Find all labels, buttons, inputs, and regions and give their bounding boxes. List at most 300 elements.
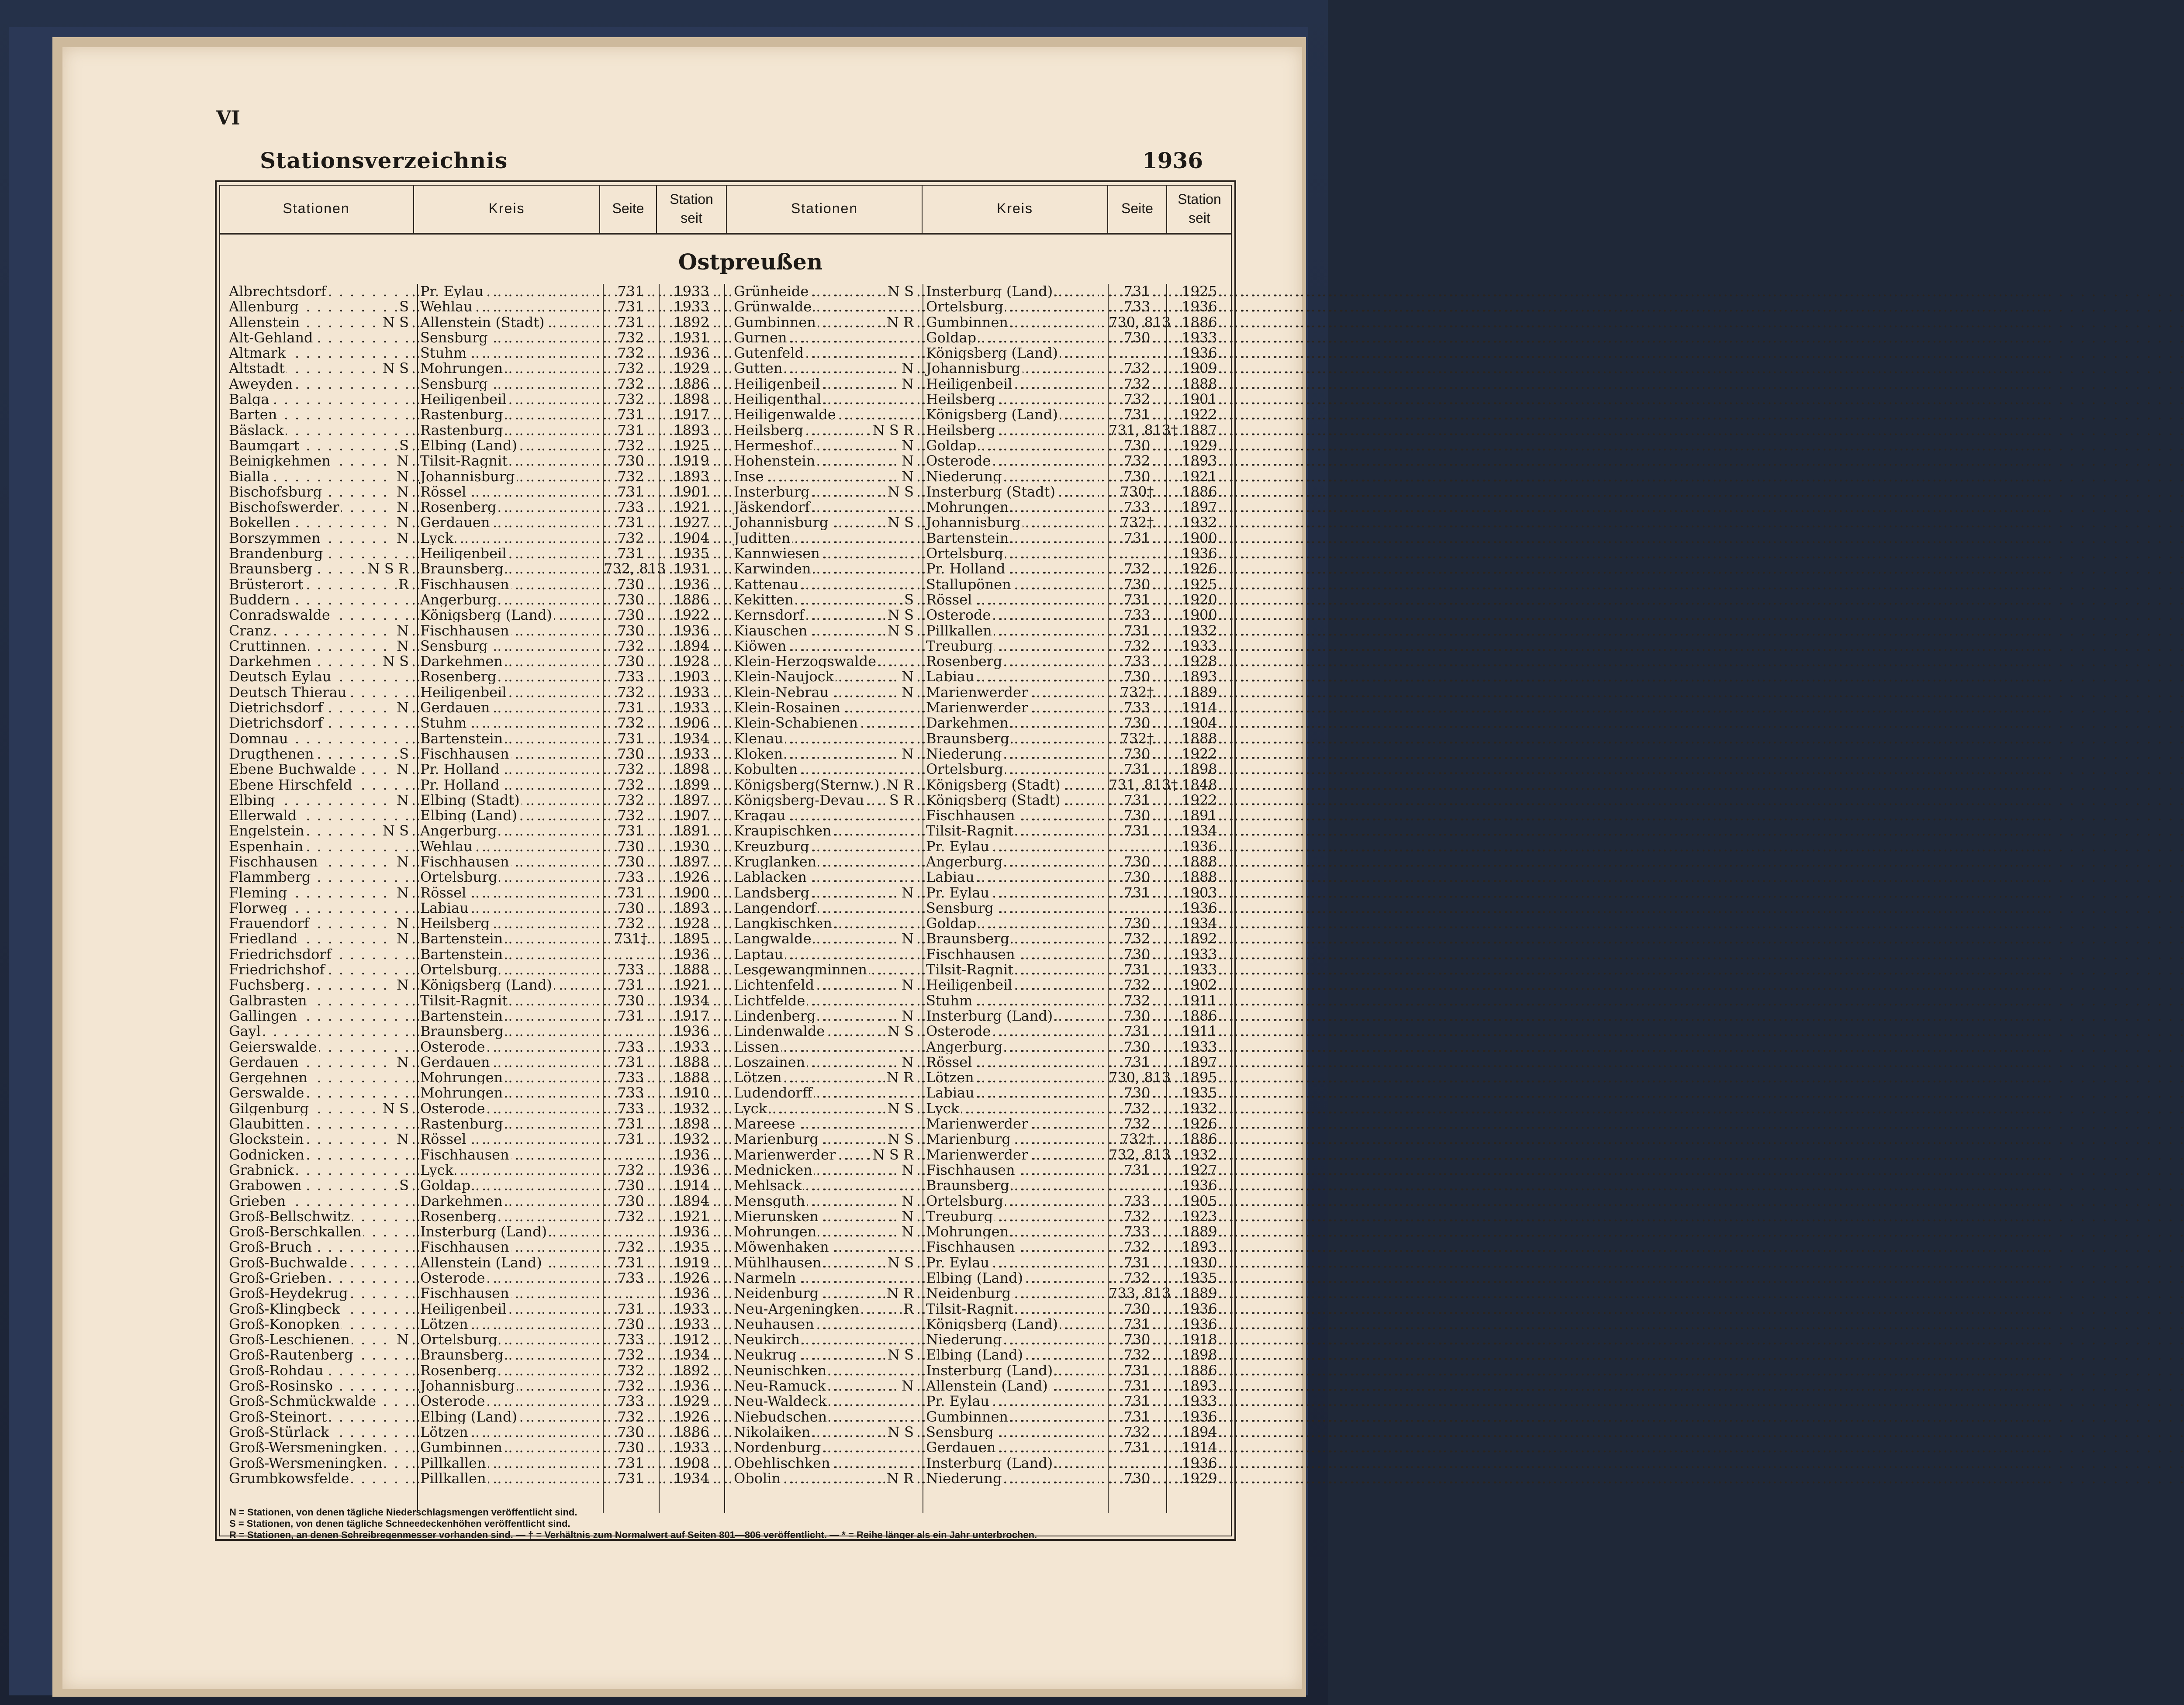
- kreis-name: Fischhausen: [420, 853, 511, 870]
- seite-cell: 732, 813: [604, 561, 658, 576]
- station-name: Heiligenbeil: [734, 376, 822, 392]
- station-seit-cell: 1920: [1167, 592, 1232, 607]
- station-seit-cell: 1936: [1167, 1456, 1232, 1471]
- kreis-cell: [420, 1409, 600, 1425]
- station-name-cell: [734, 1347, 921, 1363]
- dot-leader: .: [915, 654, 921, 669]
- dot-leader: .: [594, 345, 600, 361]
- kreis-name: Lötzen: [926, 1069, 976, 1086]
- station-seit-cell: 1927: [660, 515, 723, 530]
- kreis-cell: [420, 669, 600, 684]
- station-name-cell: [734, 731, 921, 746]
- station-name-cell: [229, 1425, 416, 1440]
- station-name: Mierunsken: [734, 1208, 820, 1225]
- kreis-name: Rosenberg: [420, 1362, 498, 1379]
- kreis-cell: [420, 361, 600, 376]
- station-name-cell: [229, 947, 416, 962]
- kreis-name: Elbing (Land): [420, 1408, 519, 1425]
- seite-cell: 733: [604, 1270, 658, 1286]
- kreis-cell: [926, 1378, 1105, 1394]
- station-seit-cell: 1893: [1167, 669, 1232, 684]
- station-flags: N: [395, 977, 409, 993]
- dot-leader: .: [915, 546, 921, 561]
- dot-leader: .: [594, 1163, 600, 1178]
- station-flags: N R: [885, 1471, 914, 1486]
- kreis-name: Bartenstein: [420, 1008, 505, 1024]
- station-name-cell: [734, 1147, 921, 1163]
- station-name: Groß-Bellschwitz: [229, 1208, 352, 1225]
- station-name-cell: [734, 1239, 921, 1255]
- station-seit-cell: 1931: [660, 561, 723, 576]
- dot-leader: .: [1099, 1363, 1105, 1378]
- station-seit-cell: 1923: [1167, 1209, 1232, 1224]
- station-flags: N: [900, 977, 914, 993]
- station-name-cell: [229, 808, 416, 823]
- seite-cell: 732: [604, 361, 658, 376]
- dot-leader: .: [594, 531, 600, 546]
- station-name: Grumbkowsfelde: [229, 1470, 351, 1487]
- seite-cell: 733: [1109, 700, 1165, 715]
- station-name: Bokellen: [229, 514, 292, 531]
- dot-leader: .: [410, 1456, 416, 1471]
- station-name: Mareese: [734, 1115, 797, 1132]
- station-name: Marienwerder: [734, 1146, 837, 1163]
- station-seit-cell: 1903: [1167, 885, 1232, 901]
- seite-cell: 730: [1109, 330, 1165, 345]
- station-flags: N: [900, 1378, 914, 1394]
- station-seit-cell: 1936: [660, 1378, 723, 1394]
- kreis-name: Königsberg (Land): [926, 345, 1060, 361]
- kreis-name: Angerburg: [926, 853, 1004, 870]
- kreis-name: Tilsit-Ragnit: [420, 452, 509, 469]
- seite-cell: 732: [1109, 453, 1165, 469]
- seite-cell: 732: [604, 1347, 658, 1363]
- seite-cell: 732: [604, 715, 658, 731]
- dot-leader: .: [410, 361, 416, 376]
- seite-cell: 731: [604, 1471, 658, 1486]
- dot-leader: .: [1099, 407, 1105, 422]
- station-name: Marienburg: [734, 1131, 820, 1147]
- station-seit-cell: 1901: [660, 484, 723, 500]
- seite-cell: .: [604, 1147, 658, 1163]
- station-name-cell: [734, 1116, 921, 1132]
- station-flags: N S: [886, 1101, 914, 1116]
- station-name-cell: [229, 793, 416, 808]
- dot-leader: .: [1099, 1378, 1105, 1394]
- station-name: Fuchsberg: [229, 977, 306, 993]
- station-name: Groß-Steinort: [229, 1408, 328, 1425]
- station-name: Mohrungen: [734, 1223, 818, 1240]
- seite-cell: 733: [604, 962, 658, 977]
- kreis-cell: [926, 561, 1105, 576]
- station-name: Mensguth: [734, 1193, 807, 1209]
- kreis-name: Fischhausen: [926, 1162, 1017, 1178]
- seite-cell: 731: [604, 484, 658, 500]
- kreis-cell: [926, 1286, 1105, 1301]
- kreis-cell: [420, 685, 600, 700]
- dot-leader: .: [594, 1008, 600, 1024]
- kreis-cell: [420, 1209, 600, 1224]
- dot-leader: .: [410, 947, 416, 962]
- seite-cell: 731: [604, 1456, 658, 1471]
- seite-cell: 733, 813: [1109, 1286, 1165, 1301]
- dot-leader: .: [410, 669, 416, 684]
- station-name: Kreuzburg: [734, 838, 811, 855]
- station-name: Deutsch Thierau: [229, 684, 348, 701]
- station-name-cell: [734, 546, 921, 561]
- dot-leader: .: [410, 1317, 416, 1332]
- station-name: Kruglanken: [734, 853, 818, 870]
- station-seit-cell: 1934: [660, 731, 723, 746]
- station-name: Königsberg(Sternw.): [734, 777, 881, 793]
- dot-leader: .: [1099, 561, 1105, 576]
- station-seit-cell: 1921: [660, 977, 723, 993]
- station-seit-cell: 1935: [660, 1239, 723, 1255]
- dot-leader: .: [1099, 977, 1105, 993]
- kreis-cell: [420, 977, 600, 993]
- station-name-cell: [229, 407, 416, 422]
- seite-cell: 733: [1109, 500, 1165, 515]
- station-seit-cell: 1926: [1167, 1116, 1232, 1132]
- kreis-name: Osterode: [926, 1023, 992, 1039]
- dot-leader: .: [594, 299, 600, 314]
- dot-leader: .: [410, 931, 416, 946]
- station-name: Baumgart: [229, 437, 301, 454]
- station-seit-cell: 1898: [660, 1116, 723, 1132]
- station-name: Gerswalde: [229, 1084, 306, 1101]
- station-seit-cell: 1891: [1167, 808, 1232, 823]
- dot-leader: .: [1099, 423, 1105, 438]
- seite-cell: 730: [604, 1425, 658, 1440]
- kreis-cell: [420, 1471, 600, 1486]
- dot-leader: .: [594, 361, 600, 376]
- kreis-name: Elbing (Land): [420, 807, 519, 824]
- kreis-cell: [420, 423, 600, 438]
- station-seit-cell: 1934: [1167, 823, 1232, 839]
- station-flags: N S: [886, 284, 914, 299]
- dot-leader: .: [1099, 1008, 1105, 1024]
- station-flags: N: [395, 469, 409, 484]
- dot-leader: .: [1099, 1286, 1105, 1301]
- station-name: Klein-Herzogswalde: [734, 653, 878, 670]
- station-name-cell: [734, 1286, 921, 1301]
- station-name-cell: [229, 1178, 416, 1193]
- station-name: Aweyden: [229, 376, 294, 392]
- station-name: Braunsberg: [229, 560, 314, 577]
- kreis-name: Königsberg (Land): [420, 607, 554, 623]
- kreis-name: Tilsit-Ragnit: [420, 992, 509, 1009]
- station-seit-cell: 1893: [1167, 453, 1232, 469]
- kreis-cell: [420, 531, 600, 546]
- station-name: Borszymmen: [229, 530, 322, 546]
- kreis-cell: [420, 469, 600, 484]
- kreis-cell: [420, 1378, 600, 1394]
- seite-cell: 731: [1109, 592, 1165, 607]
- seite-cell: 730: [1109, 1471, 1165, 1486]
- seite-cell: 731: [1109, 962, 1165, 977]
- station-seit-cell: 1886: [1167, 1363, 1232, 1378]
- kreis-name: Elbing (Land): [420, 437, 519, 454]
- kreis-name: Lyck: [420, 1162, 455, 1178]
- dot-leader: .: [594, 1440, 600, 1455]
- dot-leader: .: [410, 623, 416, 639]
- kreis-cell: [926, 284, 1105, 299]
- dot-leader: .: [915, 1147, 921, 1163]
- station-name-cell: [229, 762, 416, 777]
- kreis-cell: [420, 284, 600, 299]
- seite-cell: 732: [604, 531, 658, 546]
- dot-leader: .: [915, 1085, 921, 1101]
- kreis-name: Sensburg: [420, 329, 490, 346]
- dot-leader: .: [594, 484, 600, 500]
- station-name-cell: [229, 392, 416, 407]
- dot-leader: .: [1099, 1239, 1105, 1255]
- dot-leader: .: [1099, 1332, 1105, 1347]
- dot-leader: .: [1099, 947, 1105, 962]
- dot-leader: .: [594, 885, 600, 901]
- kreis-cell: [926, 1178, 1105, 1193]
- station-name-cell: [229, 607, 416, 623]
- kreis-name: Ortelsburg: [926, 761, 1005, 777]
- dot-leader: .: [1099, 531, 1105, 546]
- station-name-cell: [734, 901, 921, 916]
- seite-cell: 731: [1109, 1378, 1165, 1394]
- station-flags: N: [395, 793, 409, 808]
- station-name: Lyck: [734, 1100, 769, 1117]
- kreis-cell: [926, 453, 1105, 469]
- kreis-cell: [420, 1039, 600, 1055]
- dot-leader: .: [1099, 1101, 1105, 1116]
- kreis-cell: [926, 916, 1105, 931]
- station-name: Groß-Stürlack: [229, 1424, 331, 1440]
- seite-cell: 732: [1109, 1209, 1165, 1224]
- dot-leader: .: [594, 1471, 600, 1486]
- dot-leader: .: [410, 392, 416, 407]
- footnote: R = Stationen, an denen Schreibregenmesser vorhanden sind. — † = Verhältnis zum Normalwert auf Seiten 801—806 veröffentlicht. — * = Reihe länger als ein Jahr unterbrochen.: [229, 1529, 1037, 1541]
- seite-cell: .: [604, 1286, 658, 1301]
- station-flags: N: [395, 700, 409, 715]
- station-seit-cell: 1905: [1167, 1194, 1232, 1209]
- station-seit-cell: 1926: [660, 870, 723, 885]
- dot-leader: .: [410, 561, 416, 576]
- station-name: Grünwalde: [734, 298, 813, 315]
- station-seit-cell: 1911: [1167, 993, 1232, 1008]
- dot-leader: .: [915, 1286, 921, 1301]
- kreis-cell: [420, 962, 600, 977]
- station-name-cell: [229, 469, 416, 484]
- station-name-cell: [229, 299, 416, 314]
- dot-leader: .: [915, 330, 921, 345]
- dot-leader: .: [1099, 870, 1105, 885]
- kreis-cell: [926, 1194, 1105, 1209]
- kreis-name: Insterburg (Land): [926, 1362, 1054, 1379]
- station-name-cell: [229, 484, 416, 500]
- left-station-column: [229, 284, 416, 1486]
- kreis-cell: [926, 1409, 1105, 1425]
- station-flags: N: [900, 1209, 914, 1224]
- dot-leader: .: [594, 1039, 600, 1055]
- dot-leader: .: [594, 731, 600, 746]
- kreis-name: Ortelsburg: [420, 961, 499, 978]
- station-name: Kiauschen: [734, 622, 809, 639]
- kreis-cell: [926, 793, 1105, 808]
- kreis-name: Osterode: [420, 1039, 487, 1055]
- header-rule: [219, 233, 1232, 235]
- dot-leader: .: [594, 777, 600, 793]
- station-name-cell: [734, 931, 921, 946]
- kreis-cell: [926, 1101, 1105, 1116]
- kreis-name: Heilsberg: [926, 422, 997, 438]
- seite-cell: 732†: [1109, 731, 1165, 746]
- kreis-name: Tilsit-Ragnit: [926, 961, 1015, 978]
- kreis-cell: [926, 1209, 1105, 1224]
- seite-cell: 732†: [1109, 685, 1165, 700]
- dot-leader: .: [594, 870, 600, 885]
- kreis-cell: [926, 931, 1105, 946]
- left-seit-column: [660, 284, 723, 1486]
- kreis-name: Pillkallen: [926, 622, 994, 639]
- seite-cell: 730: [604, 1317, 658, 1332]
- dot-leader: .: [915, 1116, 921, 1132]
- station-name: Frauendorf: [229, 915, 311, 932]
- seite-cell: 732: [1109, 1425, 1165, 1440]
- kreis-cell: [420, 793, 600, 808]
- dot-leader: .: [915, 1456, 921, 1471]
- station-name-cell: [734, 793, 921, 808]
- station-name-cell: [734, 376, 921, 392]
- kreis-name: Sensburg: [420, 376, 490, 392]
- dot-leader: .: [410, 515, 416, 530]
- dot-leader: .: [1099, 1070, 1105, 1085]
- kreis-cell: [926, 1301, 1105, 1317]
- kreis-cell: [926, 870, 1105, 885]
- seite-cell: 730, 813: [1109, 1070, 1165, 1085]
- seite-cell: 732: [604, 793, 658, 808]
- dot-leader: .: [1099, 1055, 1105, 1070]
- kreis-cell: [926, 715, 1105, 731]
- seite-cell: 731: [604, 1116, 658, 1132]
- dot-leader: .: [915, 407, 921, 422]
- station-seit-cell: 1933: [1167, 1039, 1232, 1055]
- station-name-cell: [229, 715, 416, 731]
- station-name-cell: [229, 1471, 416, 1486]
- station-seit-cell: 1933: [660, 685, 723, 700]
- dot-leader: .: [1099, 1024, 1105, 1039]
- dot-leader: .: [410, 1024, 416, 1039]
- dot-leader: .: [915, 438, 921, 453]
- dot-leader: .: [594, 1224, 600, 1239]
- station-flags: N S: [381, 361, 409, 376]
- dot-leader: .: [915, 1039, 921, 1055]
- station-name-cell: [734, 592, 921, 607]
- kreis-cell: [926, 1039, 1105, 1055]
- station-name-cell: [229, 1039, 416, 1055]
- dot-leader: .: [915, 484, 921, 500]
- kreis-name: Mohrungen: [420, 1084, 505, 1101]
- station-name: Loszainen: [734, 1054, 807, 1070]
- dot-leader: .: [1099, 669, 1105, 684]
- kreis-cell: [926, 731, 1105, 746]
- dot-leader: .: [594, 438, 600, 453]
- station-name: Espenhain: [229, 838, 305, 855]
- dot-leader: .: [1099, 592, 1105, 607]
- kreis-name: Lötzen: [420, 1316, 470, 1332]
- station-name-cell: [229, 731, 416, 746]
- kreis-cell: [926, 577, 1105, 592]
- station-name-cell: [734, 654, 921, 669]
- dot-leader: .: [594, 315, 600, 330]
- station-name-cell: [734, 515, 921, 530]
- station-flags: S: [397, 1178, 409, 1193]
- dot-leader: .: [915, 500, 921, 515]
- kreis-name: Marienwerder: [926, 1146, 1030, 1163]
- station-name-cell: [734, 1055, 921, 1070]
- dot-leader: .: [1099, 1471, 1105, 1486]
- dot-leader: .: [915, 962, 921, 977]
- station-seit-cell: 1909: [1167, 361, 1232, 376]
- seite-cell: 732: [1109, 1347, 1165, 1363]
- dot-leader: .: [1099, 1317, 1105, 1332]
- station-flags: N: [395, 515, 409, 530]
- station-seit-cell: 1912: [660, 1332, 723, 1347]
- seite-cell: 731: [604, 977, 658, 993]
- dot-leader: .: [915, 561, 921, 576]
- dot-leader: .: [594, 1209, 600, 1224]
- kreis-name: Heiligenbeil: [420, 391, 508, 407]
- seite-cell: 731: [604, 315, 658, 330]
- dot-leader: .: [410, 592, 416, 607]
- kreis-name: Heiligenbeil: [926, 376, 1014, 392]
- kreis-name: Fischhausen: [420, 1146, 511, 1163]
- seite-cell: 730: [604, 854, 658, 870]
- kreis-name: Niederung: [926, 1331, 1004, 1348]
- seite-cell: .: [604, 1224, 658, 1239]
- station-flags: N: [395, 531, 409, 546]
- kreis-cell: [420, 746, 600, 762]
- seite-cell: 731: [1109, 885, 1165, 901]
- seite-cell: 731: [604, 284, 658, 299]
- seite-cell: 730: [604, 654, 658, 669]
- station-seit-cell: 1936: [660, 1286, 723, 1301]
- dot-leader: .: [410, 1085, 416, 1101]
- kreis-name: Neidenburg: [926, 1285, 1013, 1301]
- dot-leader: .: [410, 284, 416, 299]
- station-name-cell: [229, 870, 416, 885]
- dot-leader: .: [410, 777, 416, 793]
- header-seite: Seite: [600, 185, 656, 233]
- station-name: Narmeln: [734, 1270, 798, 1286]
- kreis-cell: [420, 1239, 600, 1255]
- station-name-cell: [734, 669, 921, 684]
- station-name-cell: [734, 330, 921, 345]
- station-flags: N: [395, 484, 409, 500]
- dot-leader: .: [915, 1239, 921, 1255]
- kreis-name: Darkehmen: [420, 1193, 505, 1209]
- station-name: Gumbinnen: [734, 314, 818, 331]
- kreis-cell: [926, 777, 1105, 793]
- kreis-cell: [926, 669, 1105, 684]
- dot-leader: .: [410, 962, 416, 977]
- station-seit-cell: 1921: [660, 1209, 723, 1224]
- kreis-cell: [926, 1163, 1105, 1178]
- seite-cell: 730: [604, 592, 658, 607]
- dot-leader: .: [1099, 885, 1105, 901]
- station-flags: N: [395, 1055, 409, 1070]
- station-seit-cell: 1886: [1167, 1132, 1232, 1147]
- kreis-cell: [926, 376, 1105, 392]
- station-flags: N: [395, 916, 409, 931]
- kreis-name: Pillkallen: [420, 1455, 488, 1471]
